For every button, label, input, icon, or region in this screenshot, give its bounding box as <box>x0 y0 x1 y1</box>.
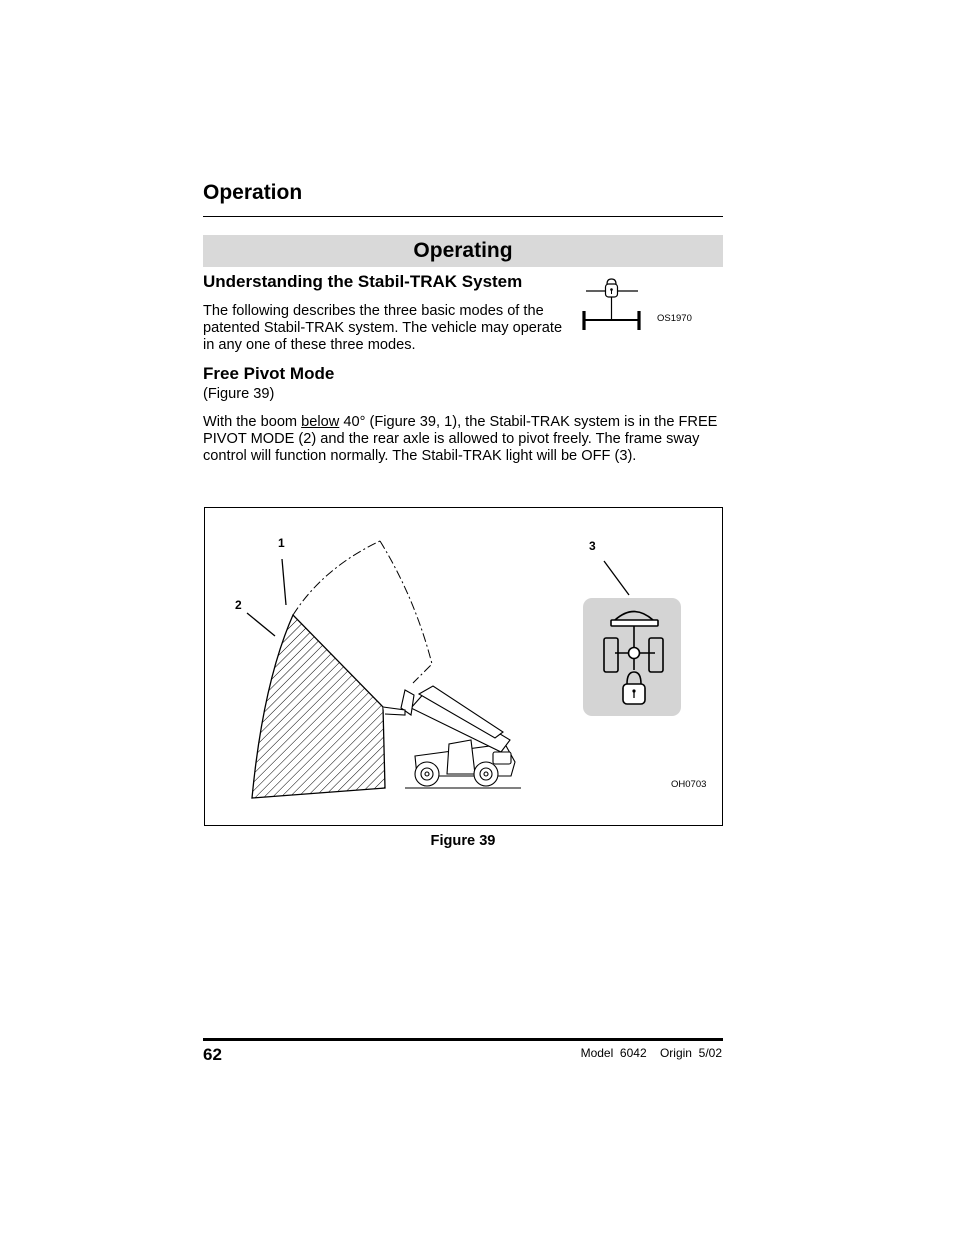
free-pivot-text-a: With the boom <box>203 414 302 430</box>
band-title: Operating <box>413 239 513 262</box>
operating-band <box>203 235 723 267</box>
stabil-trak-light-off <box>583 598 681 716</box>
stabil-trak-heading: Understanding the Stabil-TRAK System <box>203 272 523 291</box>
boom-range-dashed-edge <box>380 541 432 683</box>
header-rule <box>203 216 723 217</box>
free-pivot-text-underlined: below <box>301 414 340 430</box>
free-pivot-zone <box>252 615 385 798</box>
axle-lock-icon <box>578 274 648 336</box>
footer-model-origin: Model 6042 Origin 5/02 <box>580 1046 722 1060</box>
callout-3: 3 <box>589 539 596 553</box>
boom-range-dashed-arc <box>293 541 380 615</box>
footer-rule <box>203 1038 723 1041</box>
section-title: Operation <box>203 181 303 204</box>
stabil-trak-text: The following describes the three basic modes of the patented Stabil-TRAK system. The vehicle may operate in any one of these three modes. <box>203 303 563 353</box>
figure-caption: Figure 39 <box>430 833 496 849</box>
callout-3-leader <box>604 561 629 595</box>
callout-2-leader <box>247 613 275 636</box>
boom-angle-illustration <box>205 508 722 825</box>
callout-2: 2 <box>235 598 242 612</box>
free-pivot-text <box>203 414 723 465</box>
callout-1-leader <box>282 559 286 605</box>
figure-code-oh0703: OH0703 <box>671 779 707 790</box>
figure-reference: (Figure 39) <box>203 386 275 402</box>
figure-39 <box>204 507 723 826</box>
callout-1: 1 <box>278 536 285 550</box>
free-pivot-heading: Free Pivot Mode <box>203 364 335 383</box>
free-pivot-text-b: 40° (Figure 39, 1), the Stabil-TRAK system is in the FREE PIVOT MODE (2) and the rear axle is allowed to pivot freely. The frame sway control will function normally. The Stabil-TRAK light will be OFF (3). <box>203 414 718 464</box>
page-number: 62 <box>203 1045 222 1064</box>
icon-code-os1970: OS1970 <box>657 313 692 324</box>
telehandler-vehicle <box>383 686 515 786</box>
